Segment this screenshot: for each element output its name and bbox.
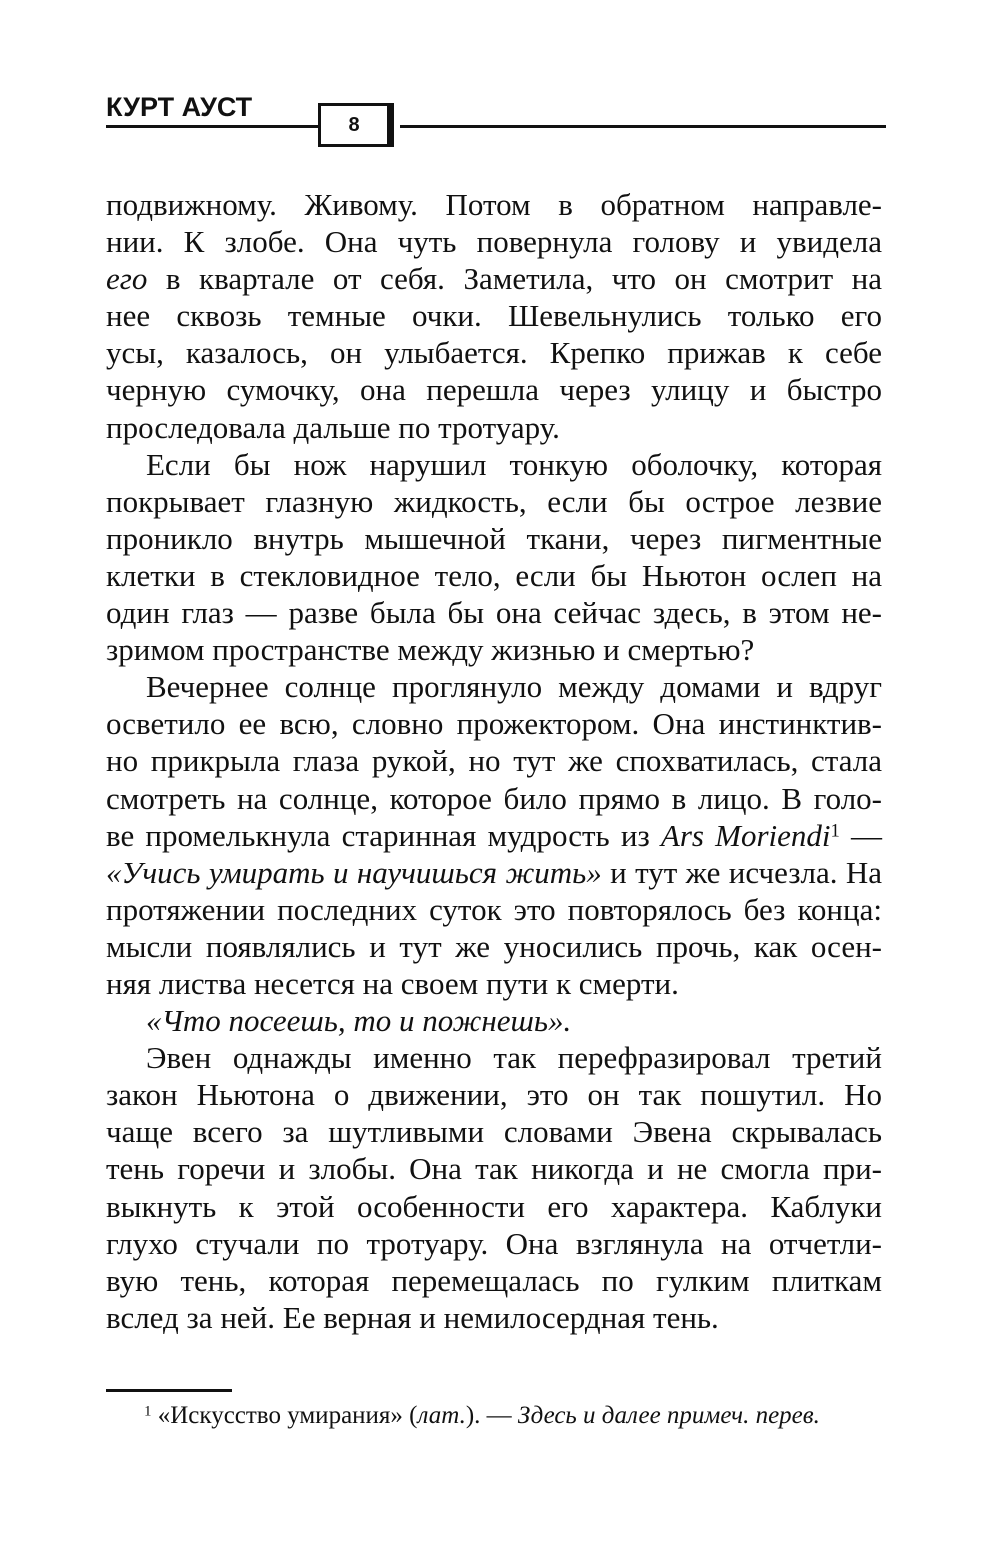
- text-line: черную сумочку, она перешла через улицу и быстро: [106, 372, 882, 408]
- text-line: проникло внутрь мышечной ткани, через пигментные: [106, 520, 882, 556]
- text-line: подвижному. Живому. Потом в обратном направле-: [106, 187, 882, 222]
- text-line: выкнуть к этой особенности его характера. Каблуки: [106, 1188, 882, 1224]
- text-line: глухо стучали по тротуару. Она взглянула на отчетли-: [106, 1225, 882, 1261]
- text-line: смотреть на солнце, которое било прямо в лицо. В голо-: [106, 780, 882, 816]
- text-line: вую тень, которая перемещалась по гулким плиткам: [106, 1262, 882, 1298]
- text-line: усы, казалось, он улыбается. Крепко прижав к себе: [106, 335, 882, 371]
- text-line: один глаз — разве была бы она сейчас здесь, в этом не-: [106, 595, 882, 631]
- page-number: 8: [348, 113, 360, 136]
- footnote: $^1$ «Искусство умирания» (лат.). — Здесь и далее примеч. перев.: [144, 1402, 820, 1429]
- text-line: протяжении последних суток это повторялось без конца:: [106, 891, 882, 927]
- text-line: проследовала дальше по тротуару.: [106, 409, 560, 445]
- header-rule-left: [106, 125, 318, 128]
- paragraph-start: Вечернее солнце проглянуло между домами и вдруг: [146, 669, 882, 705]
- text-line: тень горечи и злобы. Она так никогда и не смогла при-: [106, 1151, 882, 1187]
- italic-word: его: [106, 261, 148, 297]
- italic-title: Ars Moriendi: [660, 817, 831, 853]
- text-line: покрывает глазную жидкость, если бы острое лезвие: [106, 483, 882, 519]
- paragraph-start: Если бы нож нарушил тонкую оболочку, которая: [146, 446, 882, 482]
- text-line: мысли появлялись и тут же уносились прочь, как осен-: [106, 928, 882, 964]
- text-line: вслед за ней. Ее верная и немилосердная тень.: [106, 1299, 719, 1335]
- text-line: нии. К злобе. Она чуть повернула голову и увидела: [106, 224, 882, 260]
- text-line: осветило ее всю, словно прожектором. Она инстинктив-: [106, 706, 882, 742]
- footnote-ref: 1: [830, 820, 840, 842]
- text-line: закон Ньютона о движении, это он так пошутил. Но: [106, 1077, 882, 1113]
- text-line: чаще всего за шутливыми словами Эвена скрывалась: [106, 1114, 882, 1150]
- header-rule-right: [400, 125, 886, 128]
- text-line: ве промелькнула старинная мудрость из Ars Moriendi$^1$ —: [106, 817, 883, 853]
- text-line: нее сквозь темные очки. Шевельнулись только его: [106, 298, 882, 334]
- text-line: но прикрыла глаза рукой, но тут же спохватилась, стала: [106, 743, 882, 779]
- text-line: его в квартале от себя. Заметила, что он смотрит на: [106, 261, 882, 297]
- text-line: «Учись умирать и научишься жить» и тут же исчезла. На: [106, 854, 882, 890]
- footnote-mark: 1: [144, 1403, 152, 1420]
- footnote-rule: [106, 1389, 232, 1392]
- italic-proverb: «Что посеешь, то и пожнешь».: [146, 1003, 572, 1039]
- header-author: КУРТ АУСТ: [106, 92, 253, 122]
- body-text: [106, 186, 882, 1336]
- text-line: няя листва несется на своем пути к смерти.: [106, 965, 679, 1001]
- text-line: зримом пространстве между жизнью и смертью?: [106, 632, 755, 668]
- italic-quote: «Учись умирать и научишься жить»: [106, 854, 602, 890]
- paragraph-start: Эвен однажды именно так перефразировал третий: [146, 1040, 882, 1076]
- page-number-box: [318, 103, 394, 147]
- text-line: клетки в стекловидное тело, если бы Ньютон ослеп на: [106, 557, 882, 593]
